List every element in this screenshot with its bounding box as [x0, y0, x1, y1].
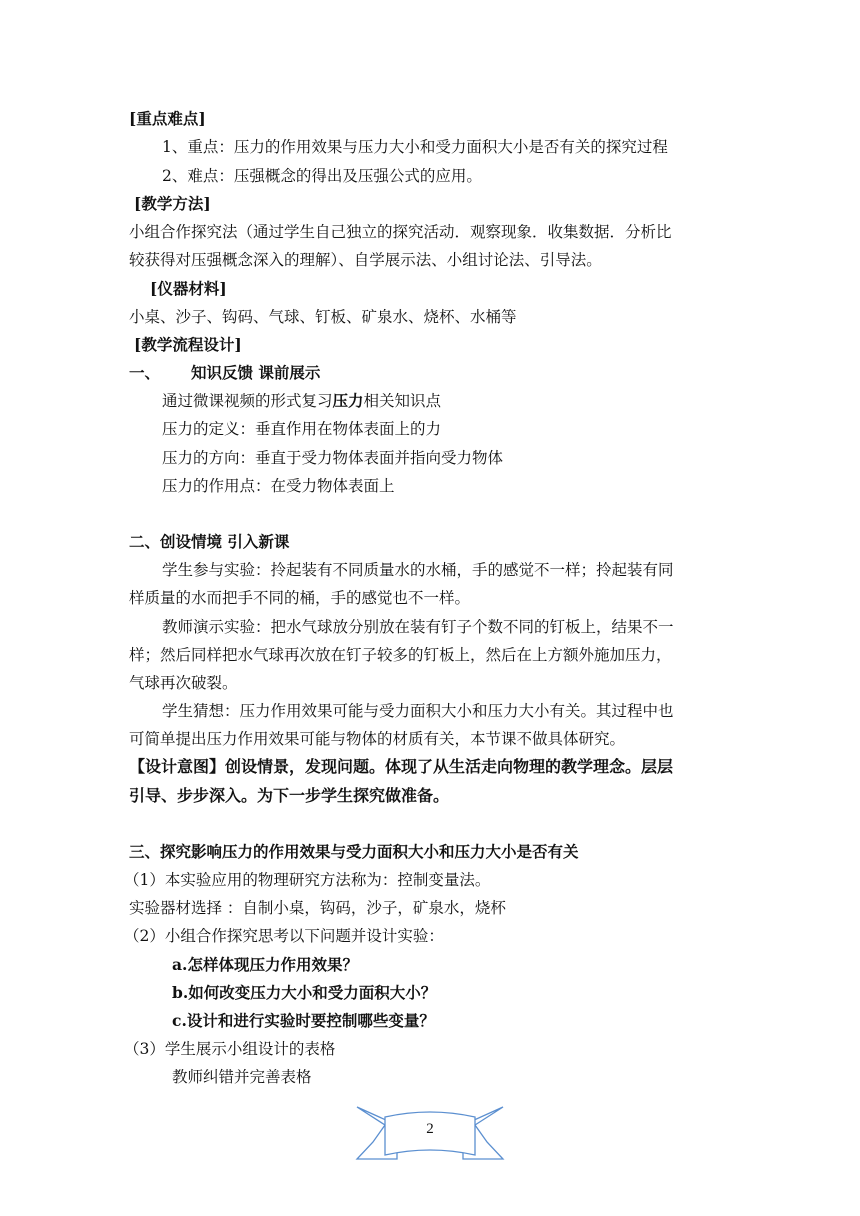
heading-equipment: [仪器材料] [150, 279, 227, 298]
section-2-a-line-1: 学生参与实验：拎起装有不同质量水的水桶，手的感觉不一样；拎起装有同 [162, 561, 674, 579]
section-3-equipment: 实验器材选择 ：自制小桌，钩码，沙子，矿泉水，烧杯 [129, 899, 506, 917]
s1-p1-pre: 通过微课视频的形式复习 [162, 392, 333, 410]
section-2-b-line-3: 气球再次破裂。 [129, 674, 238, 692]
section-2-c-line-2: 可简单提出压力作用效果可能与物体的材质有关，本节课不做具体研究。 [129, 730, 626, 748]
section-1-paragraph-2: 压力的定义：垂直作用在物体表面上的力 [162, 420, 442, 438]
s1-p1-bold: 压力 [332, 391, 364, 410]
section-1-number: 一、 [129, 363, 161, 382]
design-intent-line-2: 引导、步步深入。为下一步学生探究做准备。 [129, 786, 450, 805]
section-2-b-line-2: 样；然后同样把水气球再次放在钉子较多的钉板上，然后在上方额外施加压力， [129, 646, 672, 664]
design-intent-line-1: 【设计意图】创设情景，发现问题。体现了从生活走向物理的教学理念。层层 [129, 757, 674, 776]
key-point-2: 2、难点：压强概念的得出及压强公式的应用。 [162, 167, 482, 185]
section-2-c-line-1: 学生猜想：压力作用效果可能与受力面积大小和压力大小有关。其过程中也 [162, 702, 674, 720]
s1-p1-post: 相关知识点 [363, 392, 442, 410]
question-b: b.如何改变压力大小和受力面积大小？ [172, 983, 437, 1002]
section-3-item-2: （2）小组合作探究思考以下问题并设计实验： [124, 927, 444, 945]
section-3-item-3: （3）学生展示小组设计的表格 [124, 1040, 336, 1058]
method-line-2: 较获得对压强概念深入的理解）、自学展示法、小组讨论法、引导法。 [129, 251, 602, 269]
section-3-item-1: （1）本实验应用的物理研究方法称为：控制变量法。 [124, 871, 491, 889]
heading-teaching-method: [教学方法] [134, 194, 211, 213]
heading-key-points: [重点难点] [129, 109, 206, 128]
section-1-title: 知识反馈 课前展示 [191, 363, 321, 382]
section-2-a-line-2: 样质量的水而把手不同的桶，手的感觉也不一样。 [129, 589, 471, 607]
method-line-1: 小组合作探究法（通过学生自己独立的探究活动．观察现象．收集数据．分析比 [129, 223, 672, 241]
heading-teaching-flow: [教学流程设计] [134, 335, 242, 354]
question-c: c.设计和进行实验时要控制哪些变量？ [172, 1011, 435, 1030]
section-2-title: 二、创设情境 引入新课 [129, 532, 290, 551]
section-1-paragraph-1 [162, 391, 441, 411]
page-footer-ribbon [355, 1103, 505, 1165]
key-point-1: 1、重点：压力的作用效果与压力大小和受力面积大小是否有关的探究过程 [162, 138, 668, 156]
page-number: 2 [426, 1121, 434, 1137]
section-3-item-4: 教师纠错并完善表格 [172, 1068, 312, 1086]
question-a: a.怎样体现压力作用效果？ [172, 955, 358, 974]
section-1-paragraph-3: 压力的方向：垂直于受力物体表面并指向受力物体 [162, 449, 504, 467]
section-1-paragraph-4: 压力的作用点：在受力物体表面上 [162, 477, 395, 495]
equipment-list: 小桌、沙子、钩码、气球、钉板、矿泉水、烧杯、水桶等 [129, 308, 517, 326]
section-3-title: 三、探究影响压力的作用效果与受力面积大小和压力大小是否有关 [129, 842, 579, 861]
section-2-b-line-1: 教师演示实验：把水气球放分别放在装有钉子个数不同的钉板上，结果不一 [162, 618, 674, 636]
